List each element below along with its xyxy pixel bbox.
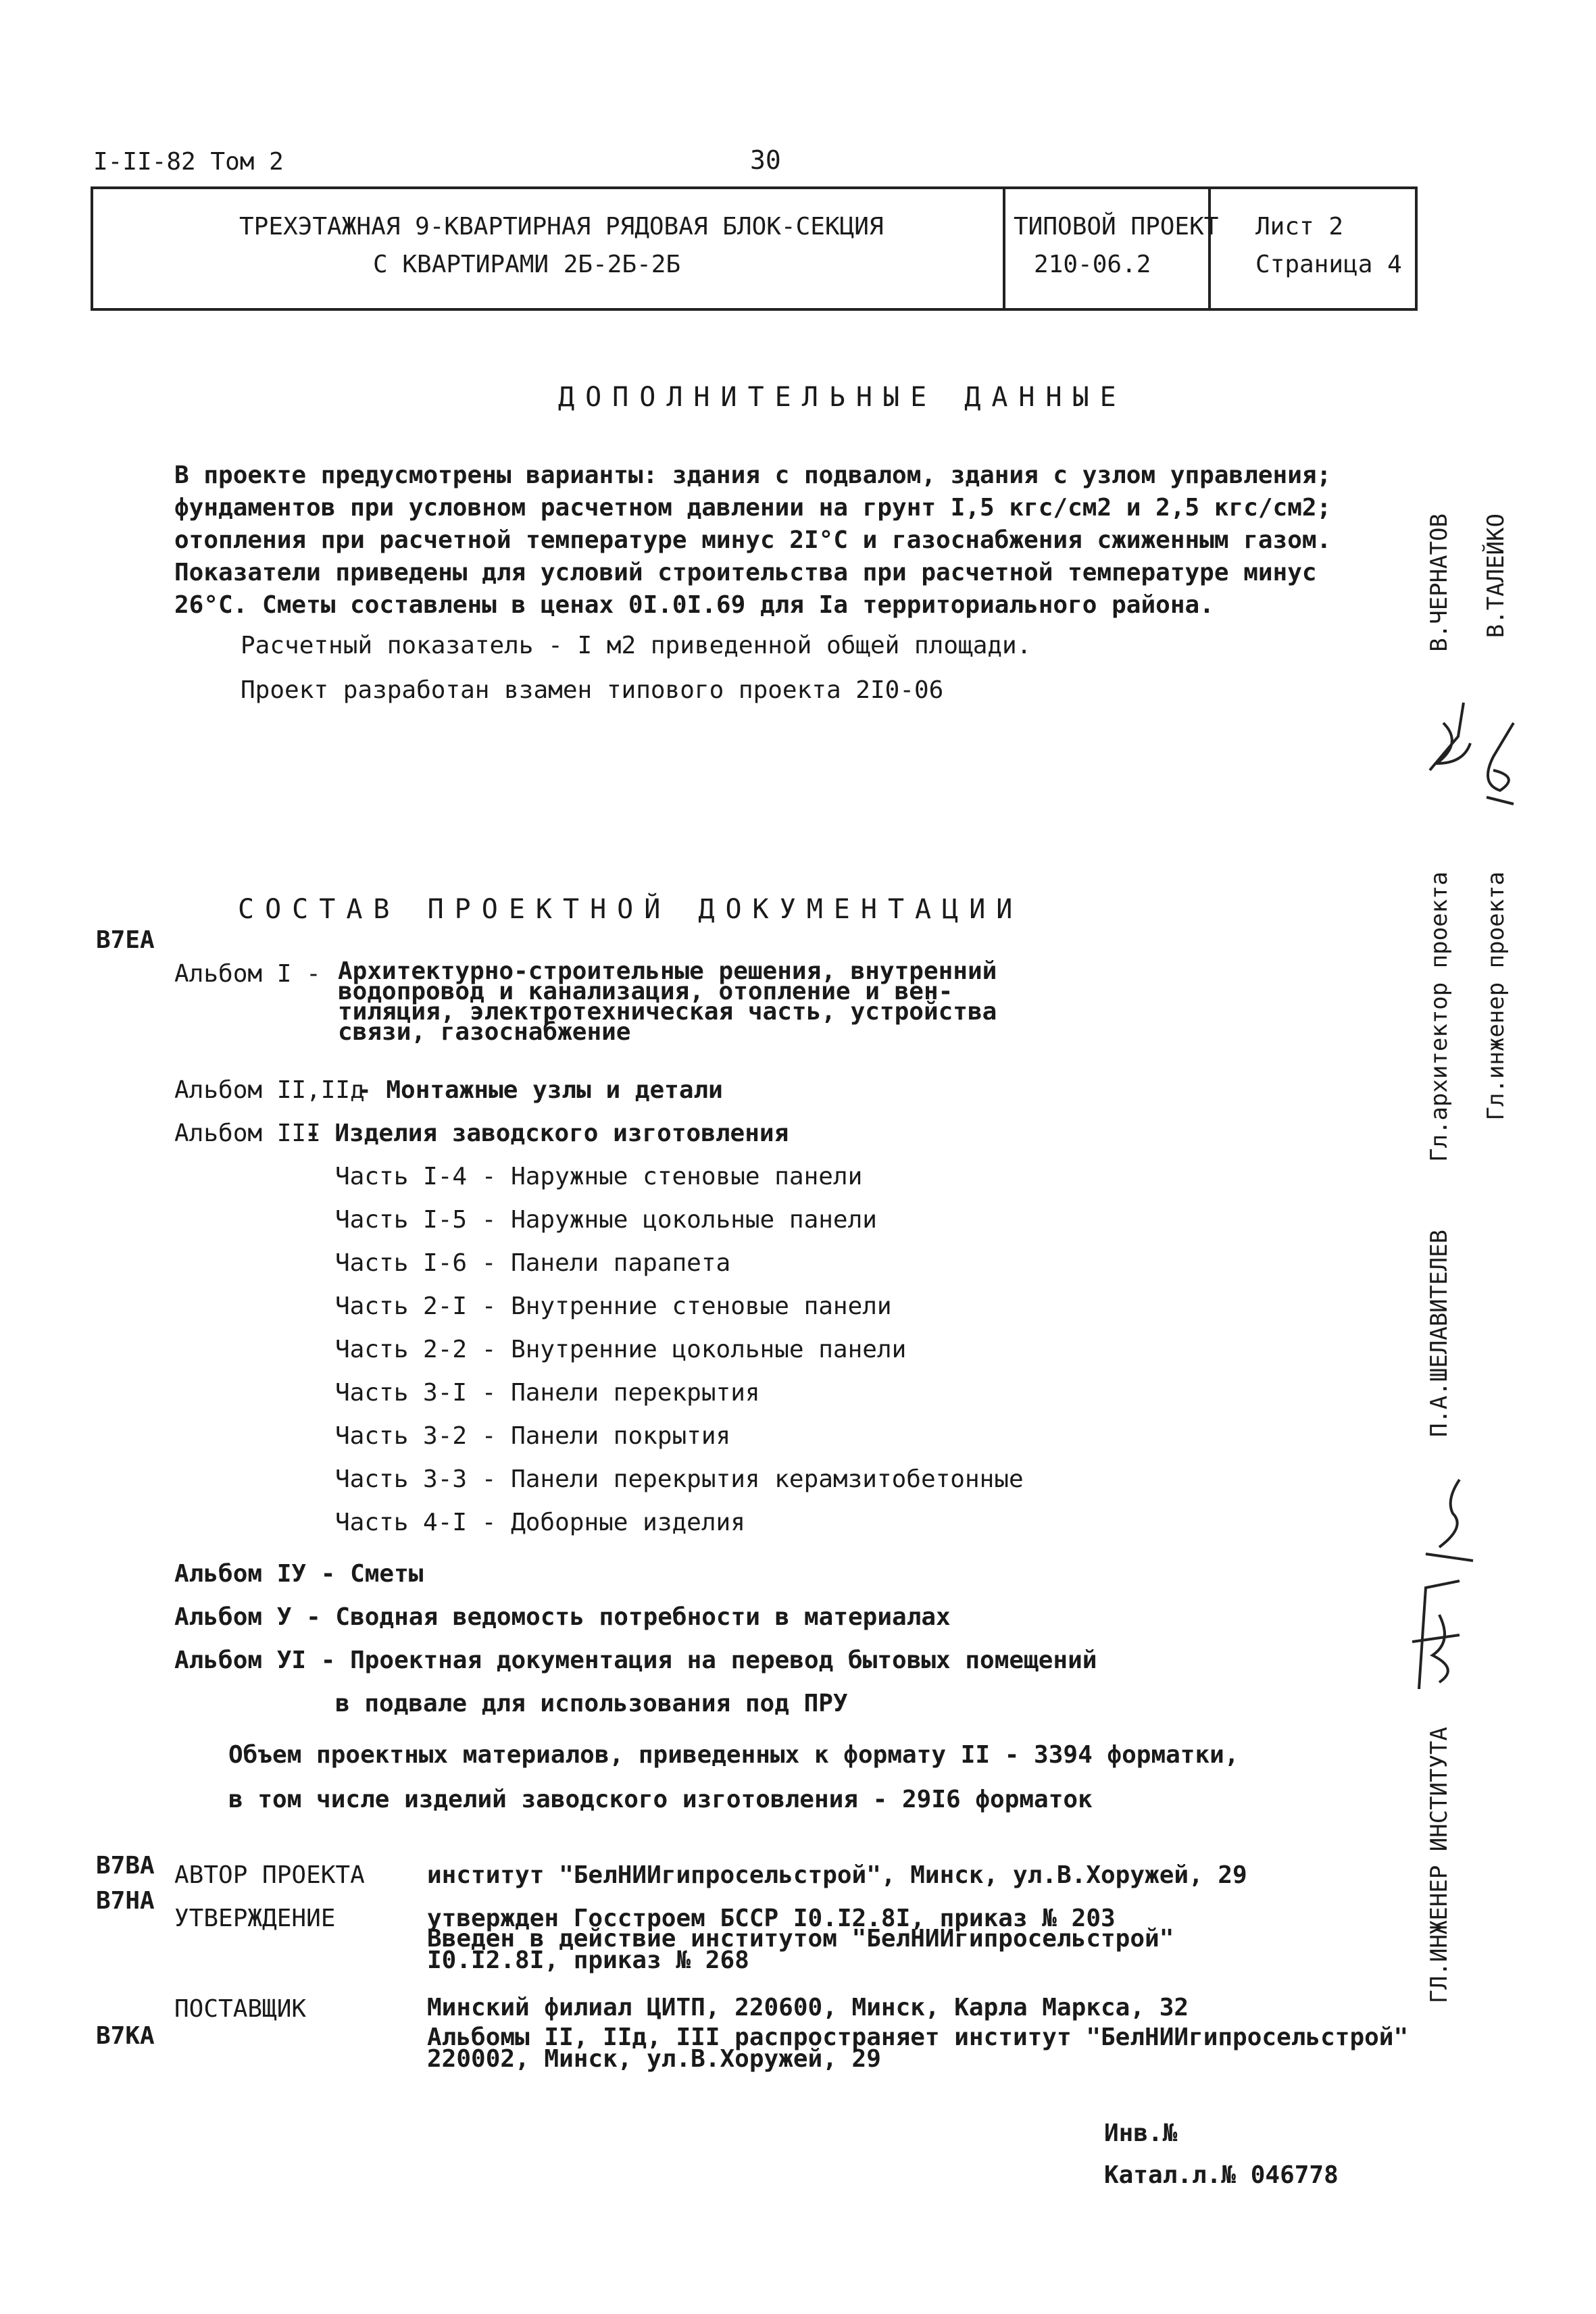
album-line: - Монтажные узлы и детали — [357, 1076, 723, 1104]
album-line: тиляция, электротехническая часть, устройства — [338, 998, 997, 1026]
institute-engineer-name: П.А.ШЕЛАВИТЕЛЕВ — [1426, 1230, 1453, 1438]
engineer-name: В.ТАЛЕЙКО — [1482, 513, 1510, 638]
series-label: I-II-82 Том 2 — [93, 148, 284, 176]
album-label: Альбом II,IIд — [174, 1076, 365, 1104]
volume-line: в том числе изделий заводского изготовления - 29I6 форматок — [228, 1786, 1093, 1813]
album-line: - Изделия заводского изготовления — [305, 1120, 789, 1147]
engineer-role: Гл.инженер проекта — [1482, 872, 1510, 1121]
page-label: Страница 4 — [1255, 251, 1402, 278]
title-block — [91, 186, 1418, 311]
author-value: институт "БелНИИгипросельстрой", Минск, ул.В.Хоружей, 29 — [427, 1861, 1247, 1889]
approval-line: утвержден Госстроем БССР I0.I2.8I, приказ № 203 — [427, 1905, 1116, 1932]
supplier-line: Альбомы II, IIд, III распространяет институт "БелНИИгипросельстрой" — [427, 2023, 1409, 2051]
classifier-code: В7ВА — [96, 1852, 155, 1880]
classifier-code: В7ЕА — [96, 926, 155, 954]
part-item: Часть 4-I - Доборные изделия — [335, 1509, 745, 1536]
part-item: Часть 3-I - Панели перекрытия — [335, 1379, 760, 1407]
supplier-line: 220002, Минск, ул.В.Хоружей, 29 — [427, 2045, 881, 2073]
heading-documentation: СОСТАВ ПРОЕКТНОЙ ДОКУМЕНТАЦИИ — [238, 894, 1024, 925]
supplier-label: ПОСТАВЩИК — [174, 1995, 307, 2023]
project-code: 210-06.2 — [1034, 251, 1151, 278]
sheet-number: Лист 2 — [1255, 213, 1344, 241]
album-line: связи, газоснабжение — [338, 1018, 631, 1046]
replaces-note: Проект разработан взамен типового проекта 2I0-06 — [241, 676, 944, 704]
catalog-number: Катал.л.№ 046778 — [1104, 2161, 1339, 2189]
album-5: Альбом У - Сводная ведомость потребности в материалах — [174, 1603, 951, 1631]
title-divider — [1003, 189, 1005, 308]
signature-engineer — [1473, 716, 1527, 811]
album-line: Архитектурно-строительные решения, внутренний — [338, 957, 997, 985]
album-6: Альбом УI - Проектная документация на перевод бытовых помещений — [174, 1646, 1097, 1674]
part-item: Часть 3-3 - Панели перекрытия керамзитобетонные — [335, 1465, 1024, 1493]
volume-line: Объем проектных материалов, приведенных к формату II - 3394 форматки, — [228, 1741, 1239, 1769]
document-title-line-1: ТРЕХЭТАЖНАЯ 9-КВАРТИРНАЯ РЯДОВАЯ БЛОК-СЕКЦИЯ — [239, 213, 884, 241]
document-title-line-2: С КВАРТИРАМИ 2Б-2Б-2Б — [373, 251, 681, 278]
part-item: Часть 2-I - Внутренние стеновые панели — [335, 1292, 892, 1320]
album-label: Альбом I - — [174, 960, 321, 988]
signature-institute-1 — [1412, 1473, 1480, 1567]
part-item: Часть I-6 - Панели парапета — [335, 1249, 731, 1277]
classifier-code: В7НА — [96, 1887, 155, 1915]
heading-additional-data: ДОПОЛНИТЕЛЬНЫЕ ДАННЫЕ — [558, 382, 1127, 413]
inventory-number: Инв.№ — [1104, 2119, 1178, 2147]
approval-line: Введен в действие институтом "БелНИИгипросельстрой" — [427, 1925, 1174, 1953]
supplier-line: Минский филиал ЦИТП, 220600, Минск, Карла Маркса, 32 — [427, 1994, 1189, 2021]
part-item: Часть 2-2 - Внутренние цокольные панели — [335, 1336, 907, 1363]
architect-name: В.ЧЕРНАТОВ — [1426, 513, 1453, 652]
approval-label: УТВЕРЖДЕНИЕ — [174, 1905, 336, 1932]
approval-line: I0.I2.8I, приказ № 268 — [427, 1946, 749, 1974]
classifier-code: В7КА — [96, 2022, 155, 2050]
album-6-cont: в подвале для использования под ПРУ — [335, 1690, 848, 1717]
signature-institute-2 — [1399, 1574, 1473, 1696]
album-4: Альбом IУ - Сметы — [174, 1560, 424, 1588]
part-item: Часть I-5 - Наружные цокольные панели — [335, 1206, 877, 1234]
signature-architect — [1416, 696, 1477, 784]
part-item: Часть 3-2 - Панели покрытия — [335, 1422, 731, 1450]
album-line: водопровод и канализация, отопление и вен- — [338, 978, 953, 1005]
author-label: АВТОР ПРОЕКТА — [174, 1861, 365, 1889]
part-item: Часть I-4 - Наружные стеновые панели — [335, 1163, 863, 1190]
calc-indicator: Расчетный показатель - I м2 приведенной общей площади. — [241, 632, 1032, 659]
institute-engineer-role: ГЛ.ИНЖЕНЕР ИНСТИТУТА — [1426, 1727, 1453, 2004]
project-label: ТИПОВОЙ ПРОЕКТ — [1014, 213, 1219, 241]
title-divider — [1208, 189, 1211, 308]
album-label: Альбом III — [174, 1120, 321, 1147]
intro-paragraph: В проекте предусмотрены варианты: здания с подвалом, здания с узлом управления; фундаментов при условном расчетном давлении на грунт I,5 кгс/см2 и 2,5 кгс/см2; отопления при расчетной температуре минус 2I°С и газоснабжения сжиженным газом. Показатели приведены для условий строительства при расчетной температуре минус 26°С. Сметы составлены в ценах 0I.0I.69 для Iа территориального района. — [174, 461, 1332, 619]
page-number: 30 — [750, 145, 781, 175]
architect-role: Гл.архитектор проекта — [1426, 872, 1453, 1162]
